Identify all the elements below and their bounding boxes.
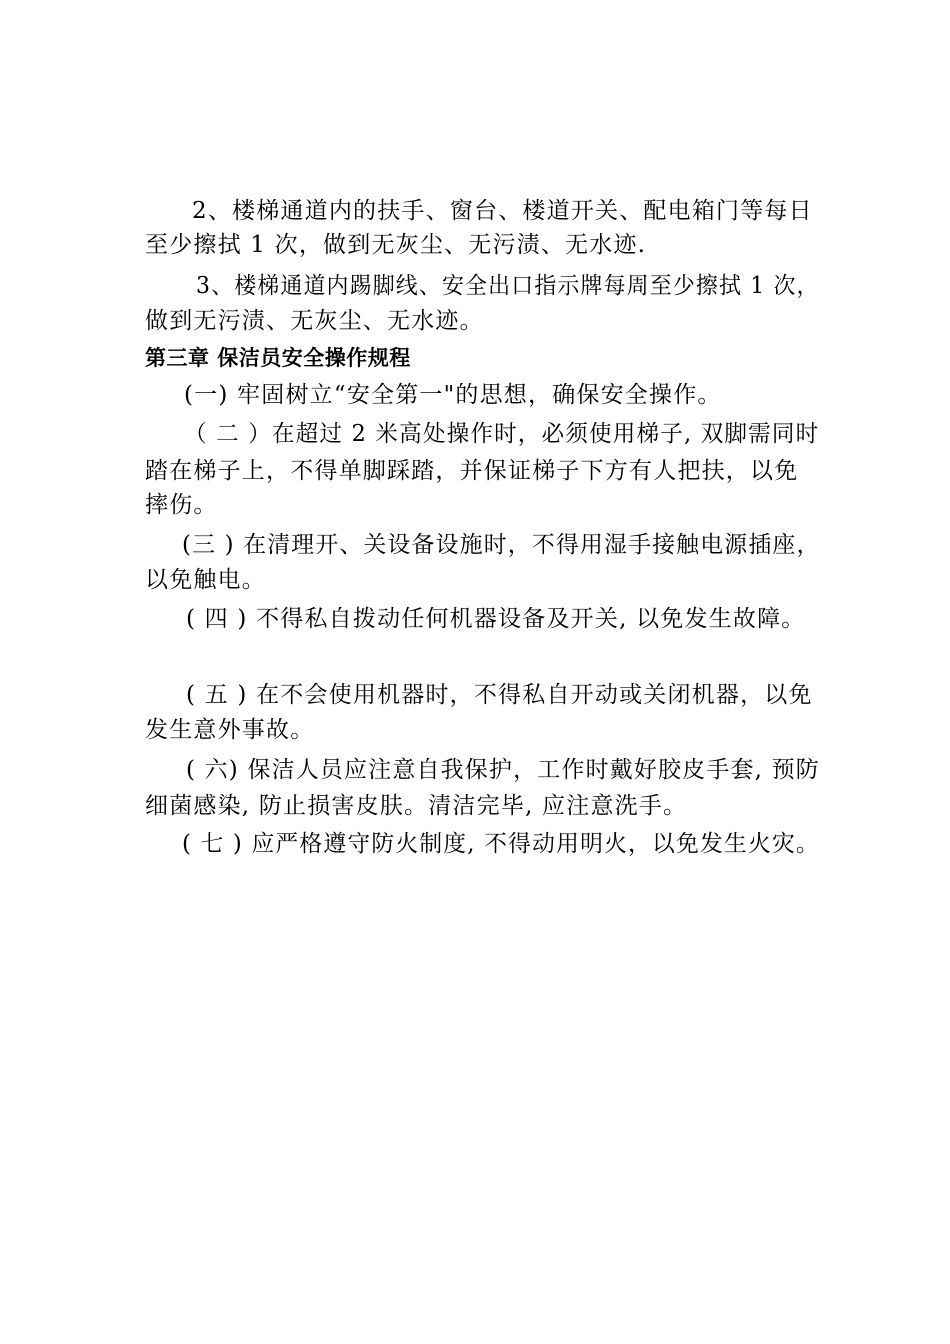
rule-2-line-3: 摔伤。: [145, 492, 218, 518]
rule-3-line-2: 以免触电。: [145, 567, 266, 593]
rule-3-line-1: (三 ) 在清理开、关设备设施时，不得用湿手接触电源插座，: [182, 532, 821, 558]
paragraph-3-line-1: 3、楼梯通道内踢脚线、安全出口指示牌每周至少擦拭 1 次，: [196, 273, 820, 299]
chapter-heading: 第三章 保洁员安全操作规程: [145, 346, 411, 370]
rule-6-line-2: 细菌感染, 防止损害皮肤。清洁完毕, 应注意洗手。: [145, 793, 688, 819]
rule-5-line-1: ( 五 ) 在不会使用机器时，不得私自开动或关闭机器，以免: [186, 682, 813, 708]
rule-2-line-1: （ 二 ）在超过 2 米高处操作时，必须使用梯子, 双脚需同时: [184, 421, 820, 447]
paragraph-3-line-2: 做到无污渍、无灰尘、无水迹。: [145, 308, 484, 334]
rule-6-line-1: ( 六) 保洁人员应注意自我保护，工作时戴好胶皮手套, 预防: [186, 757, 820, 783]
paragraph-2-line-2: 至少擦拭 1 次，做到无灰尘、无污渍、无水迹.: [145, 232, 647, 258]
rule-5-line-2: 发生意外事故。: [145, 717, 315, 743]
rule-1-line-1: (一) 牢固树立“安全第一"的思想，确保安全操作。: [184, 382, 722, 408]
rule-7-line-1: ( 七 ) 应严格遵守防火制度, 不得动用明火，以免发生火灾。: [182, 831, 820, 857]
rule-4-line-1: ( 四 ) 不得私自拨动任何机器设备及开关, 以免发生故障。: [186, 606, 806, 632]
paragraph-2-line-1: 2、楼梯通道内的扶手、窗台、楼道开关、配电箱门等每日: [192, 198, 813, 224]
rule-2-line-2: 踏在梯子上，不得单脚踩踏，并保证梯子下方有人把扶，以免: [145, 458, 799, 484]
